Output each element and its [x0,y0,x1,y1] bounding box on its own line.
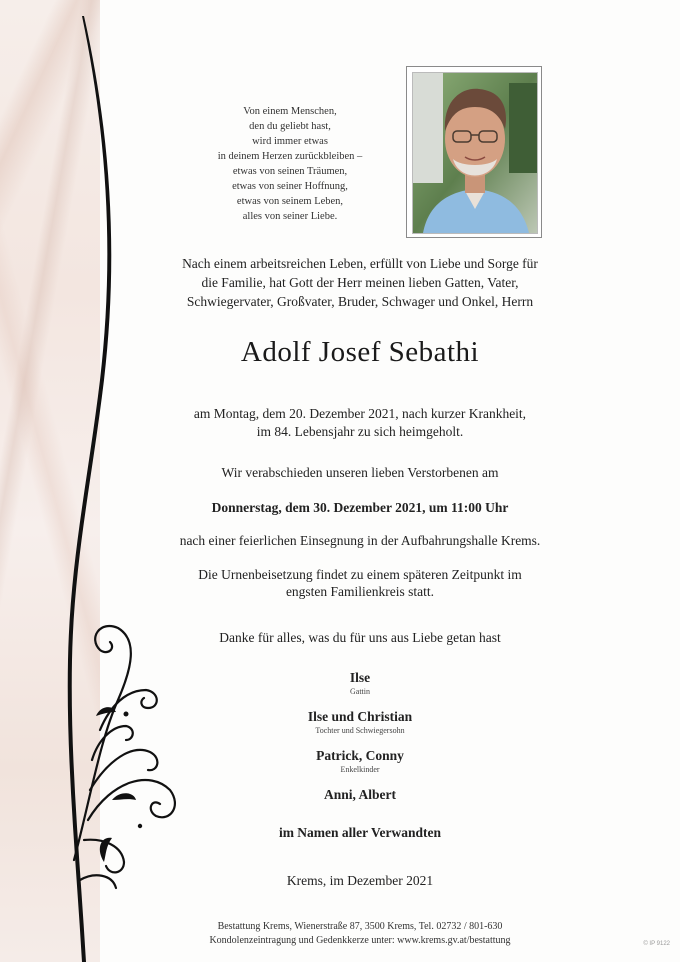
mourner-name: Anni, Albert [323,787,396,802]
death-line: im 84. Lebensjahr zu sich heimgeholt. [256,424,464,439]
poem-line: Von einem Menschen, [243,106,337,117]
relatives-line: im Namen aller Verwandten [278,825,442,840]
intro-line: die Familie, hat Gott der Herr meinen lieben Gatten, Vater, [201,275,519,290]
poem-line: etwas von seiner Hoffnung, [232,181,348,192]
place-date: Krems, im Dezember 2021 [286,873,434,888]
mourner-name: Ilse [349,670,371,685]
mourner-name: Ilse und Christian [307,709,413,724]
mourner-role: Tochter und Schwiegersohn [315,726,405,735]
portrait-image [413,73,537,233]
funeral-home-address: Bestattung Krems, Wienerstraße 87, 3500 Krems, Tel. 02732 / 801-630 [217,921,503,932]
portrait-photo [412,72,538,234]
poem-line: etwas von seinen Träumen, [232,166,348,177]
mourner-role: Gattin [350,687,370,696]
poem-line: wird immer etwas [252,136,328,147]
poem-line: etwas von seinem Leben, [236,196,344,207]
memorial-poem [190,104,390,224]
intro-line: Schwiegervater, Großvater, Bruder, Schwager und Onkel, Herrn [186,294,534,309]
condolence-info: Kondolenzeintragung und Gedenkkerze unter: www.krems.gv.at/bestattung [209,935,511,946]
portrait-frame [406,66,542,238]
intro-text [150,254,570,311]
deceased-name: Adolf Josef Sebathi [240,336,480,368]
urn-line: Die Urnenbeisetzung findet zu einem späteren Zeitpunkt im [198,567,522,582]
death-line: am Montag, dem 20. Dezember 2021, nach kurzer Krankheit, [193,406,527,421]
poem-line: alles von seiner Liebe. [242,211,338,222]
mourner-name: Patrick, Conny [316,748,404,763]
thanks-line: Danke für alles, was du für uns aus Liebe getan hast [219,630,501,645]
farewell-date: Donnerstag, dem 30. Dezember 2021, um 11:00 Uhr [211,500,509,515]
poem-line: den du geliebt hast, [249,121,331,132]
print-code: © IP 9122 [643,941,670,947]
mourner-role: Enkelkinder [340,765,380,774]
urn-line: engsten Familienkreis statt. [285,584,435,599]
farewell-intro: Wir verabschieden unseren lieben Verstorbenen am [221,465,499,480]
farewell-place: nach einer feierlichen Einsegnung in der Aufbahrungshalle Krems. [179,533,541,548]
intro-line: Nach einem arbeitsreichen Leben, erfüllt von Liebe und Sorge für [182,256,538,271]
poem-line: in deinem Herzen zurückbleiben – [217,151,363,162]
